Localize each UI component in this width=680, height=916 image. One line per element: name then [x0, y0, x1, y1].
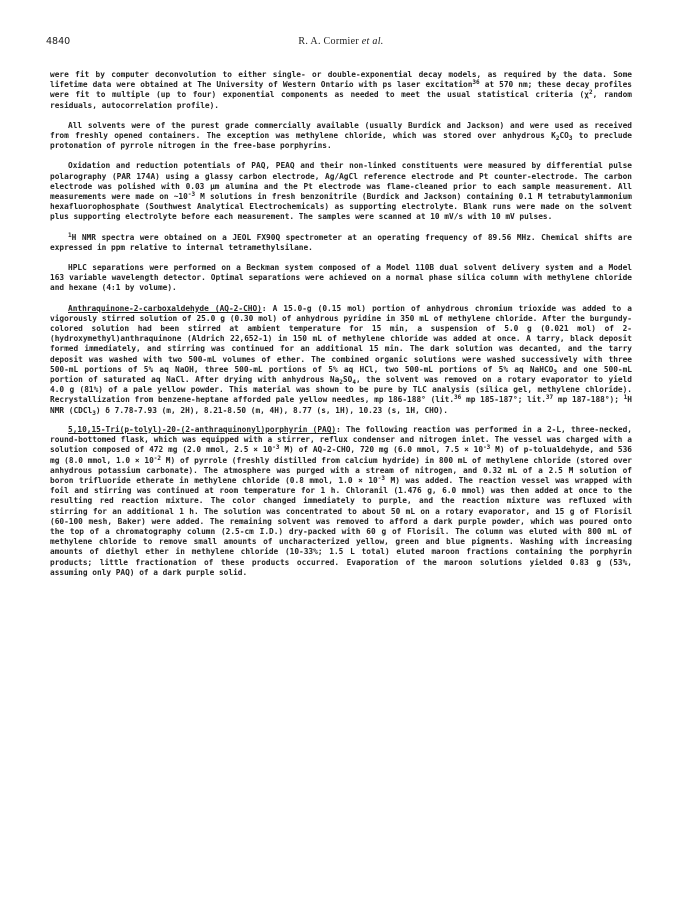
text-run: M) of AQ-2-CHO, 720 mg (6.0 mmol, 7.5 × 10	[279, 445, 484, 455]
text-run: and one 500-mL portion of saturated aq NaCl. After drying with anhydrous Na	[50, 364, 632, 385]
subscript: 3	[568, 135, 573, 143]
paragraph-aq-2-cho-synthesis	[50, 304, 632, 416]
running-head	[46, 36, 636, 50]
subscript: 4	[352, 379, 356, 387]
text-run: , random residuals, autocorrelation profile).	[50, 90, 632, 110]
text-run: ) δ 7.78-7.93 (m, 2H), 8.21-8.50 (m, 4H), 8.77 (s, 1H), 10.23 (s, 1H, CHO).	[95, 405, 448, 415]
compound-heading: 5,10,15-Tri(p-tolyl)-20-(2-anthraquinonyl)porphyrin (PAQ)	[68, 424, 337, 434]
text-run: Oxidation and reduction potentials of PAQ, PEAQ and their non-linked constituents were measured by differential pulse polarography (PAR 174A) using a glassy carbon electrode, Ag/AgCl reference electrode and Pt counter-electrode. The carbon electrode was polished with 0.03 µm alumina and the Pt electrode was flame-cleaned prior to each sample measurement. All measurements were made on ~10	[50, 161, 632, 202]
subscript: 3	[92, 409, 96, 417]
text-run: M solutions in fresh benzonitrile (Burdick and Jackson) containing 0.1 M tetrabutylammonium hexafluorophosphate (Southwest Analytical Electrochemicals) as supporting electrolyte. Blank runs were made on the solvent plus supporting electrolyte before each measurement. The samples were scanned at 10 mV/s with 10 mV pulses.	[50, 192, 632, 222]
text-run: , the solvent was removed on a rotary evaporator to yield 4.0 g (81%) of a pale yellow powder. This material was shown to be pure by TLC analysis (silica gel, methylene chloride). Recrystallization from benzene-heptane afforded pale yellow needles, mp 186-188° (lit.	[50, 375, 632, 405]
paragraph-fluorescence-fitting	[50, 70, 632, 111]
text-run: : A 15.0-g (0.15 mol) portion of anhydrous chromium trioxide was added to a vigorously stirred solution of 25.0 g (0.30 mol) of anhydrous pyridine in 350 mL of methylene chloride. After the burgundy-colored solution had been stirred at ambient temperature for 15 min, a suspension of 5.0 g (0.021 mol) of 2-(hydroxymethyl)anthraquinone (Aldrich 22,652-1) in 150 mL of methylene chloride was added at once. A tarry, black deposit formed immediately, and stirring was continued for an additional 15 min. The dark solution was decanted, and the tarry deposit was washed with two 500-mL volumes of ether. The combined organic solutions were washed successively with three 500-mL portions of 5% aq NaOH, three 500-mL portions of 5% aq HCl, two 500-mL portions of 5% aq NaHCO	[50, 303, 632, 374]
subscript: 2	[339, 379, 343, 387]
text-run: mp 187-188°);	[553, 395, 624, 405]
paragraph-hplc	[50, 263, 632, 294]
author-name: R. A. Cormier	[298, 36, 359, 47]
subscript: 3	[553, 368, 557, 376]
page-number: 4840	[46, 36, 71, 47]
paragraph-electrochemistry	[50, 161, 632, 222]
text-run: M) of p-tolualdehyde, and 536 mg (8.0 mmol, 1.0 × 10	[50, 445, 632, 465]
text-run: M) was added. The reaction vessel was wrapped with foil and stirring was continued at room temperature for 1 h. Chloranil (1.476 g, 6.0 mmol) was then added at once to the resulting red reaction mixture. The color changed immediately to purple, and the reaction mixture was refluxed with stirring for an additional 1 h. The solution was concentrated to about 50 mL on a rotary evaporator, and 15 g of Florisil (60-100 mesh, Baker) were added. The remaining solvent was removed to afford a dark purple powder, which was poured onto the top of a chromatography column (2.5-cm I.D.) dry-packed with 60 g of Florisil. The column was eluted with 800 mL of methylene chloride to remove small amounts of uncharacterized yellow, green and blue pigments. Washing with increasing amounts of diethyl ether in methylene chloride (10-33%; 1.5 L total) eluted maroon fractions containing the porphyrin products; little fractionation of these products occurred. Evaporation of the maroon solutions yielded 0.83 g (53%, assuming only PAQ) of a dark purple solid.	[50, 475, 633, 577]
superscript: 1	[68, 231, 72, 239]
paragraph-solvents	[50, 121, 632, 152]
superscript: 37	[545, 394, 554, 402]
text-run: SO	[342, 375, 353, 385]
text-run: mp 185-187°; lit.	[461, 395, 546, 405]
text-run: to preclude protonation of pyrrole nitrogen in the free-base porphyrins.	[50, 131, 632, 151]
compound-heading: Anthraquinone-2-carboxaldehyde (AQ-2-CHO)	[68, 303, 262, 313]
superscript: -2	[153, 454, 161, 462]
body-text	[50, 70, 632, 588]
text-run: All solvents were of the purest grade commercially available (usually Burdick and Jackson) and were used as received from freshly opened containers. The exception was methylene chloride, which was stored over anhydrous K	[50, 120, 632, 141]
paragraph-paq-synthesis	[50, 425, 632, 578]
text-run: : The following reaction was performed in a 2-L, three-necked, round-bottomed flask, which was equipped with a stirrer, reflux condenser and nitrogen inlet. The vessel was charged with a solution composed of 472 mg (2.0 mmol, 2.5 × 10	[50, 424, 632, 455]
superscript: 36	[454, 394, 462, 402]
text-run: CO	[559, 131, 569, 141]
author-suffix: et al.	[361, 36, 384, 47]
text-run: HPLC separations were performed on a Beckman system composed of a Model 110B dual solvent delivery system and a Model 163 variable wavelength detector. Optimal separations were achieved on a normal phase silica column with methylene chloride and hexane (4:1 by volume).	[50, 263, 632, 293]
superscript: 36	[472, 79, 480, 87]
paragraph-nmr	[50, 233, 632, 253]
text-run: at 570 nm; these decay profiles were fit to multiple (up to four) exponential components as needed to meet the usual statistical criteria (χ	[50, 80, 632, 100]
superscript: -3	[272, 444, 280, 452]
superscript: -3	[377, 474, 385, 482]
superscript: 2	[588, 89, 593, 97]
subscript: 2	[555, 135, 560, 143]
text-run: H NMR (CDCl	[50, 395, 632, 415]
superscript: -3	[483, 444, 491, 452]
running-head-author	[46, 36, 636, 47]
text-run: M) of pyrrole (freshly distilled from calcium hydride) in 800 mL of methylene chloride (stored over anhydrous potassium carbonate). The atmosphere was purged with a stream of nitrogen, and 0.32 mL of a 2.5 M solution of boron trifluoride etherate in methylene chloride (0.8 mmol, 1.0 × 10	[50, 455, 632, 485]
superscript: 1	[623, 394, 628, 402]
text-run: were fit by computer deconvolution to either single- or double-exponential decay models, as required by the data. Some lifetime data were obtained at The University of Western Ontario with ps laser excitation	[50, 70, 632, 90]
text-run: H NMR spectra were obtained on a JEOL FX90Q spectrometer at an operating frequency of 89.56 MHz. Chemical shifts are expressed in ppm relative to internal tetramethylsilane.	[50, 232, 632, 252]
superscript: -3	[187, 191, 196, 199]
